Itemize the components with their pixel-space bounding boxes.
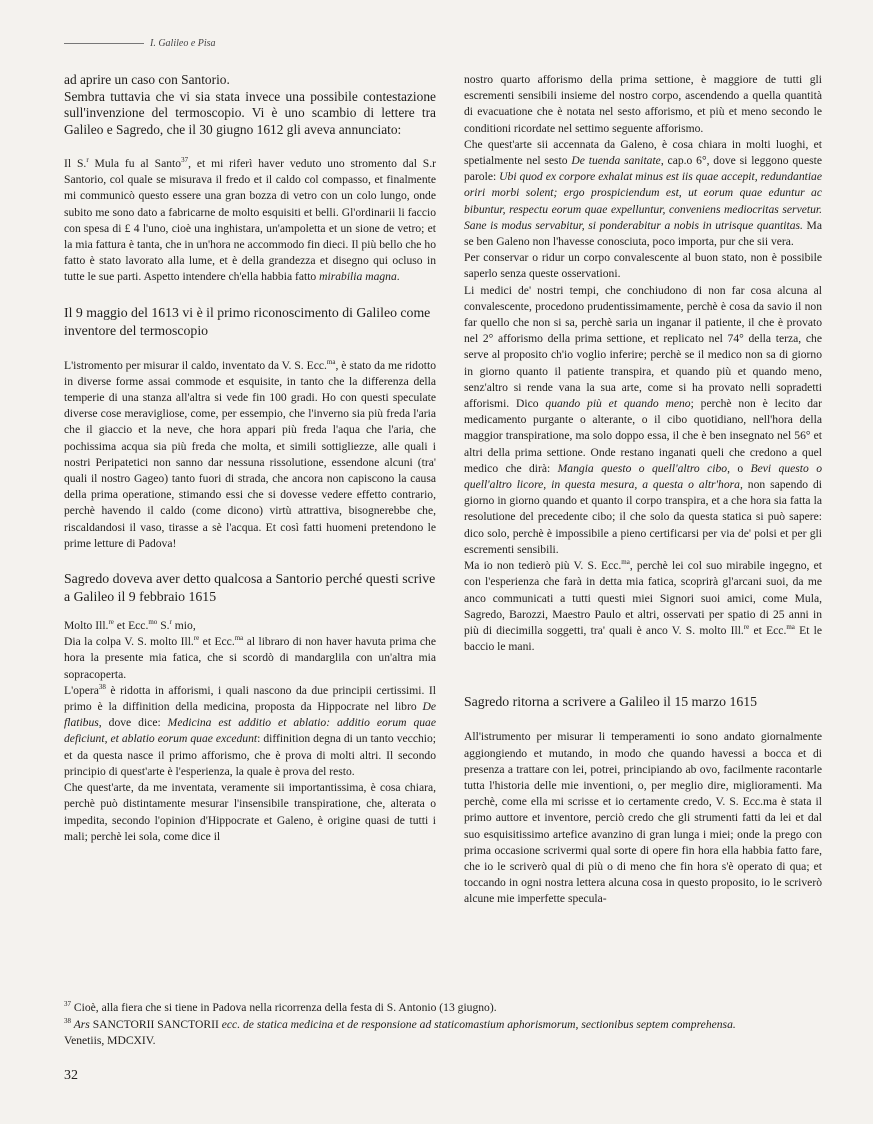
letter-paragraph: Che quest'arte sii accennata da Galeno, è cosa chiara in molti luoghi, et spetialmente nel sesto De tuenda sanitate, cap.o 6°, dove si leggono queste parole: Ubi quod ex corpore exhalat minus est iis quae accepit, redundantiae oriri morbi solent; ergo prospiciendum est, ut eorum quae eduntur ac bibuntur, respectu eorum quae expelluntur, conveniens mediocritas servetur. Sane is modus servabitur, si ponderabitur a nobis in utrisque quantitas. Ma se ben Galeno non l'havesse conosciuta, poco importa, pur che sii vera. <box>464 137 822 249</box>
letter-paragraph: Ma io non tedierò più V. S. Ecc.$^{ma}$, perchè lei col suo mirabile ingegno, et con l'esperienza che farà in detta mia fatica, scoprirà gl'arcani suoi, da me anco communicati a tutti questi miei Signori suoi amici, come Mula, Sagredo, Barozzi, Maestro Paulo et altri, osservati per spatio di 25 anni in più di diecimilla soggetti, tra' quali è anco V. S. molto Ill.$^{re}$ et Ecc.$^{ma}$ Et le baccio le mani. <box>464 558 822 654</box>
letter-paragraph: Per conservar o ridur un corpo convalescente al buon stato, non è possibile saperlo senza queste osservationi. <box>464 251 822 281</box>
letter-paragraph: Dia la colpa V. S. molto Ill.$^{re}$ et Ecc.$^{ma}$ al libraro di non haver havuta prima che hora la presente mia fatica, che si scordò di mandarglila con un'altra mia sopracoperta. <box>64 634 436 681</box>
section-heading: Il 9 maggio del 1613 vi è il primo riconoscimento di Galileo come inventore del termoscopio <box>64 304 431 338</box>
footnote-37: $^{37}$ Cioè, alla fiera che si tiene in Padova nella ricorrenza della festa di S. Antonio (13 giugno). <box>64 1000 497 1014</box>
header-rule <box>64 43 144 44</box>
left-column <box>64 72 436 845</box>
paragraph: Sembra tuttavia che vi sia stata invece una possibile contestazione sull'invenzione del termoscopio. Vi è uno scambio di lettere tra Galileo e Sagredo, che il 30 giugno 1612 gli aveva annunciato: <box>64 88 436 137</box>
section-heading: Sagredo ritorna a scrivere a Galileo il 15 marzo 1615 <box>464 694 758 710</box>
letter-paragraph: Li medici de' nostri tempi, che conchiudono di non far cosa alcuna al convalescente, procedono prudentissimamente, perchè è cosa da savio il non far quello che non si sa, perchè saria un inganar il patiente, il che è provato nel 2° afforismo della prima settione, et replicato nel 74° della terza, che serve al proposito ch'io voglio inferire; perchè se il medico non sa di giorno in giorno quanto il patiente transpira, et quando più et quando meno, senz'altro si rende vana la sua arte, come si ha provato nelli sopradetti afforismi. Dico quando più et quando meno; perchè non è lecito dar medicamento purgante o alterante, o il cibo quotidiano, nell'hora della maggior transpiratione, ma solo doppo essa, il che è ben insegnato nel 56° et altri della prima settione. Onde restano inganati queli che credono a quel medico che dirà: Mangia questo o quell'altro cibo, o Bevi questo o quell'altro licore, in questa mesura, a questa o altr'hora, non sapendo di giorno in giorno quando et quanto il corpo transpira, et a che hora sia fatta la resolutione del precedente cibo; il che solo da questa statica si può sapere: dico solo, perchè è impossibile a pieno certificarsi per via de' polsi et per gli escrementi sensibili. <box>464 283 823 556</box>
right-column <box>464 72 822 908</box>
letter-paragraph: nostro quarto afforismo della prima settione, è maggiore de tutti gli escrementi sensibili insieme del nostro corpo, ascendendo a quella quantità di evacuatione che è notata nel sesto afforismo, et più et meno secondo le conditioni ricordate nel settimo seguente afforismo. <box>464 73 822 135</box>
letter-paragraph: L'opera$^{38}$ è ridotta in afforismi, i quali nascono da due principii certissimi. Il primo è la diffinition della medicina, proposta da Hippocrate nel libro De flatibus, dove dice: Medicina est additio et ablatio: additio eorum quae deficiunt, et ablatio eorum quae excedunt: diffinition degna di un tanto vecchio; et da questa nasce il primo afforismo, che è prova di molti altri. Il secondo principio di quest'arte è l'esperienza, la quale è prova del resto. <box>64 683 436 778</box>
letter-salutation: Molto Ill.$^{re}$ et Ecc.$^{mo}$ S.$^r$ mio, <box>64 618 196 633</box>
footnote-38: $^{38}$ Ars SANCTORII SANCTORII ecc. de statica medicina et de responsione ad staticomastium aphorismorum, sectionibus septem comprehensa. <box>64 1016 736 1031</box>
footnote-38-imprint: Venetiis, MDCXIV. <box>64 1034 156 1047</box>
paragraph: ad aprire un caso con Santorio. <box>64 72 230 87</box>
section-heading: Sagredo doveva aver detto qualcosa a Santorio perché questi scrive a Galileo il 9 febbraio 1615 <box>64 571 436 605</box>
running-head: I. Galileo e Pisa <box>64 38 216 49</box>
quotation-mula: Il S.$^r$ Mula fu al Santo$^{37}$, et mi riferì haver veduto uno stromento dal S.r Santorio, col quale se misurava il fredo et il caldo col compasso, et finalmente mi communicò questo essere una gran bozza di vetro con un colo lungo, onde subito me sono dato a fabricarne de molto esquisiti et belli. Gl'ordinarii li faccio con spesa di £ 4 l'uno, cioè una inghistara, un'ampoletta et un sione de vetro; et la mia fattura è tanta, che in un'hora ne accommodo fin dieci. Il più bello che ho fatto è stato lavorato alla lume, et è della grandezza et disegno qui ocluso in tutte le sue parti. Aspetto intendere ch'ella habbia fatto mirabilia magna. <box>64 156 437 284</box>
page-number: 32 <box>64 1068 78 1083</box>
letter-paragraph: Che quest'arte, da me inventata, veramente sii importantissima, è cosa chiara, perchè può distintamente mesurar l'insensibile transpiratione, che, alterata o impedita, secondo l'opinion d'Hippocrate et Galeno, è origine quasi de tutti i mali; perchè lei sola, come dice il <box>64 781 436 843</box>
quotation-termoscopio: L'istromento per misurar il caldo, inventato da V. S. Ecc.$^{ma}$, è stato da me ridotto in diverse forme assai commode et esquisite, in tanto che la differenza della temperie di una stanza all'altra si vede fin 100 gradi. Ho con questi speculate diverse cose meravigliose, come, per essempio, che l'inverno sia più freda l'aria che il giaccio et la neve, che hora appari più freda l'aqua che l'aria, che pochissima acqua sia più freda che molta, et simili sottigliezze, alle quali i nostri Peripatetici non sanno dar nessuna rissolutione, essendone alcuni (tra' quali il nostro Gageo) tanto fuori di strada, che ancora non capiscono la causa della prima operatione, stimando essi che si dovesse vedere effetto contrario, perchè havendo il caldo (come dicono) virtù attrattiva, bisognerebbe che, riscaldandosi il vaso, tirasse a sè l'acqua. Et così fatti huomeni pretendono le prime letture di Padova! <box>64 357 436 550</box>
quotation-sagredo: All'istrumento per misurar li temperamenti io sono andato giornalmente aggiongiendo et mutando, in modo che quando havessi a bocca et di presenza a trattare con lei, potrei, principiando ab ovo, facilmente racontarle tutta l'historia delle mie inventioni, o, per meglio dire, miglioramenti. Ma perchè, come ella mi scrisse et io certamente credo, V. S. Ecc.ma è stata il primo auttore et inventore, perciò credo che gli strumenti fatti da lei et dal suo esquisitissimo artefice avanzino di gran lunga i miei; onde la prego con prima occasione scrivermi qual sorte di opere fin hora ella habbia fatto fare, che io le scriverò qual di più o di meno che fin hora s'è operato di qua; et toccando in ogni nostra lettera alcuna cosa in questo proposito, io le scriverò alcune mie imperfette specula- <box>464 730 822 906</box>
footnotes <box>64 1000 834 1050</box>
